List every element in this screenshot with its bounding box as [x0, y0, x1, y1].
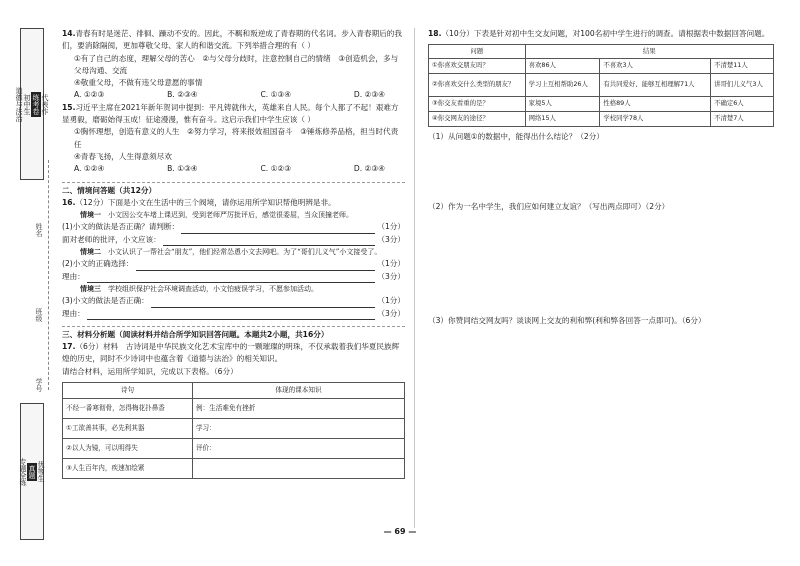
question-cell: ②你喜欢交什么类型的朋友？: [429, 73, 526, 96]
knowledge-cell[interactable]: [192, 459, 404, 479]
sub-question: (1)小文的做法是否正确？请判断：: [62, 222, 180, 232]
table-row: [429, 96, 774, 111]
result-cell: 学校同学78人: [600, 111, 711, 126]
knowledge-cell[interactable]: 学习：: [192, 419, 404, 439]
answer-area-2[interactable]: [428, 213, 774, 315]
question-number: 15.: [62, 102, 76, 112]
sub-question: (2)小文的正确选择：: [62, 259, 134, 269]
score: （1分）: [377, 259, 405, 269]
knowledge-cell[interactable]: 评价：: [192, 439, 404, 459]
number-field-label: 学号: [35, 378, 43, 392]
survey-table: [428, 44, 774, 126]
series-bottom-inverted: 真题: [28, 464, 36, 479]
option-c[interactable]: C. ①②③: [260, 164, 292, 174]
answer-line[interactable]: [62, 258, 405, 270]
answer-options: [62, 163, 405, 175]
series-inverted-label: 练考卷: [32, 93, 40, 115]
table-row: [63, 459, 405, 479]
statement-2: ②努力学习，将来报效祖国奋斗: [187, 127, 293, 137]
question-18: [428, 28, 774, 385]
scene-2-label: 情境二: [80, 247, 101, 257]
question-number: 14.: [62, 29, 76, 38]
result-cell: 有共同爱好、能够互相理解71人: [600, 73, 711, 96]
series-bottom-b: 专题全练: [19, 457, 27, 486]
result-cell: 家境5人: [525, 96, 600, 111]
poem-cell: ①工欲善其事，必先利其器: [63, 419, 193, 439]
instruction: 请结合材料，运用所学知识，完成以下表格。（6分）: [62, 366, 238, 376]
scene-1-text: 小文因公交车堵上课迟到，受到老师严厉批评后，感觉很委屈，当众顶撞老师。: [108, 211, 353, 220]
section-heading-2: 二、情境问答题（共12分）: [62, 182, 405, 197]
scene-3-label: 情境三: [80, 283, 101, 293]
question-17: [62, 341, 405, 479]
scene-3-text: 学校组织保护社会环境调查活动，小文怕疲误学习，不愿参加活动。: [108, 284, 318, 293]
cut-line: [48, 160, 49, 390]
statement-3: ③锤炼修养品格，担当时代责任: [74, 127, 399, 149]
result-cell: 不喜欢3人: [600, 58, 711, 73]
statement-2: ②与父母分歧时，注意控制自己的情绪: [202, 53, 331, 63]
knowledge-cell: 例：生活难免有挫折: [192, 399, 404, 419]
poem-cell: ②以人为镜，可以明得失: [63, 439, 193, 459]
name-field-label: 姓名: [35, 223, 43, 237]
answer-line[interactable]: [62, 295, 405, 307]
sub-question-3: （3）你赞同结交网友吗？谈谈网上交友的利和弊(利和弊各回答一点即可)。（6分）: [428, 316, 706, 326]
series-bottom-a: 优等生: [37, 461, 45, 482]
series-badge-top: [15, 28, 49, 180]
question-15: [62, 102, 405, 176]
option-b[interactable]: B. ②③④: [167, 90, 198, 100]
table-row: [429, 111, 774, 126]
sub-question: 面对老师的批评，小文应该：: [62, 234, 161, 244]
table-row: [429, 58, 774, 73]
score: （1分）: [377, 296, 405, 306]
answer-options: [62, 89, 405, 101]
score: （3分）: [377, 308, 405, 318]
statement-1: ①有了自己的态度，理解父母的苦心: [74, 53, 195, 63]
result-cell: 讲哥们儿义气3人: [711, 73, 774, 96]
option-a[interactable]: A. ①②③: [74, 90, 105, 100]
option-c[interactable]: C. ①③④: [260, 90, 292, 100]
column-divider: [414, 28, 415, 528]
sub-question-1: （1）从问题①的数据中，能得出什么结论？（2分）: [428, 131, 604, 141]
class-field-label: 班级: [35, 308, 43, 322]
table-row: [63, 399, 405, 419]
result-cell: 不清楚11人: [711, 58, 774, 73]
answer-line[interactable]: [62, 271, 405, 283]
sub-question: (3)小文的做法是否正确：: [62, 296, 149, 306]
section-heading-3: 三、材料分析题（阅读材料并结合所学知识回答问题。本题共2小题，共16分）: [62, 326, 405, 341]
question-stem: 青春有时是迷茫、徘徊、躁动不安的。因此，不羁和叛逆成了青春期的代名词。步入青春期后的我们，要消除隔阂，更加尊敬父母、家人的和谐交流。下列举措合理的有（ ）: [62, 29, 402, 51]
question-14: [62, 28, 405, 102]
question-cell: ①你喜欢交朋友吗？: [429, 58, 526, 73]
poem-cell: 不经一番寒彻骨，怎得梅花扑鼻香: [63, 399, 193, 419]
statement-1: ①胸怀理想，创造有意义的人生: [74, 127, 180, 137]
question-stem: （12分）下面是小文在生活中的三个阀境，请你运用所学知识帮他明辨是非。: [75, 197, 336, 207]
option-a[interactable]: A. ①②④: [74, 164, 105, 174]
series-subject-a: 初中生: [23, 93, 31, 115]
result-cell: 喜欢86人: [525, 58, 600, 73]
result-cell: 不清楚7人: [711, 111, 774, 126]
scene-1-label: 情境一: [80, 210, 101, 220]
right-column: [428, 28, 774, 385]
question-stem: （6分）材料 古诗词是中华民族文化艺术宝库中的一颗璀璨的明珠，不仅承载着我们华夏民族辉煌的历史，同时不少诗词中也蕴含着《道德与法治》的相关知识。: [62, 342, 400, 364]
option-d[interactable]: D. ②③④: [353, 90, 385, 100]
result-cell: 不确定6人: [711, 96, 774, 111]
answer-line[interactable]: [62, 308, 405, 320]
table-header: 结果: [525, 45, 773, 58]
series-subject-b: 道德与法治: [15, 86, 23, 122]
question-stem: （10分）下表是针对初中生交友问题，对100名初中学生进行的调查。请根据表中数据回答问题。: [441, 29, 770, 38]
poem-table: [62, 382, 405, 479]
question-number: 17.: [62, 342, 76, 352]
statement-4: ④敬重父母，不做有违父母意愿的事情: [74, 78, 203, 88]
page-number: — 69 —: [383, 527, 417, 536]
score: （1分）: [377, 222, 405, 232]
binding-strip: [6, 18, 54, 538]
score: （3分）: [377, 271, 405, 281]
answer-line[interactable]: [62, 221, 405, 233]
option-d[interactable]: D. ②③④: [353, 164, 385, 174]
left-column: [62, 28, 405, 479]
table-header: 体现的课本知识: [192, 383, 404, 399]
table-row: [63, 439, 405, 459]
score: （3分）: [377, 234, 405, 244]
sub-question: 理由：: [62, 308, 85, 318]
statement-4: ④青春飞扬，人生得意须尽欢: [74, 151, 172, 161]
table-header: 诗句: [63, 383, 193, 399]
answer-area-3[interactable]: [428, 327, 774, 385]
answer-line[interactable]: [62, 234, 405, 246]
answer-area-1[interactable]: [428, 143, 774, 201]
question-16: [62, 197, 405, 320]
question-cell: ④你交网友的途径？: [429, 111, 526, 126]
statement-3: ③创造机会，多与父母沟通、交流: [74, 53, 399, 75]
sub-question: 理由：: [62, 271, 85, 281]
question-cell: ③你交友看重的是？: [429, 96, 526, 111]
series-badge-bottom: [20, 403, 44, 540]
question-stem: 习近平主席在2021年新年贺词中提到：平凡铸就伟大，英雄来自人民。每个人都了不起！艰难方显勇毅，磨砺始得玉成！征途漫漫，惟有奋斗。这启示我们中学生应该（ ）: [62, 102, 399, 125]
scene-2-text: 小文认识了一帮社会“朋友”，他们经常怂恿小文去网吧。为了“哥们儿义气”小文接受了。: [108, 248, 382, 257]
sub-question-2: （2）作为一名中学生，我们应如何建立友谊？（写出两点即可）（2分）: [428, 201, 670, 211]
poem-cell: ③人生百年内，疾速加绘紧: [63, 459, 193, 479]
series-label: 代表作: [41, 93, 49, 115]
result-cell: 学习上互相帮助26人: [525, 73, 600, 96]
question-number: 18.: [428, 29, 442, 38]
option-b[interactable]: B. ①③④: [167, 164, 198, 174]
table-row: [429, 73, 774, 96]
table-row: [63, 419, 405, 439]
result-cell: 性格89人: [600, 96, 711, 111]
question-number: 16.: [62, 197, 76, 207]
result-cell: 网络15人: [525, 111, 600, 126]
table-header: 问题: [429, 45, 526, 58]
